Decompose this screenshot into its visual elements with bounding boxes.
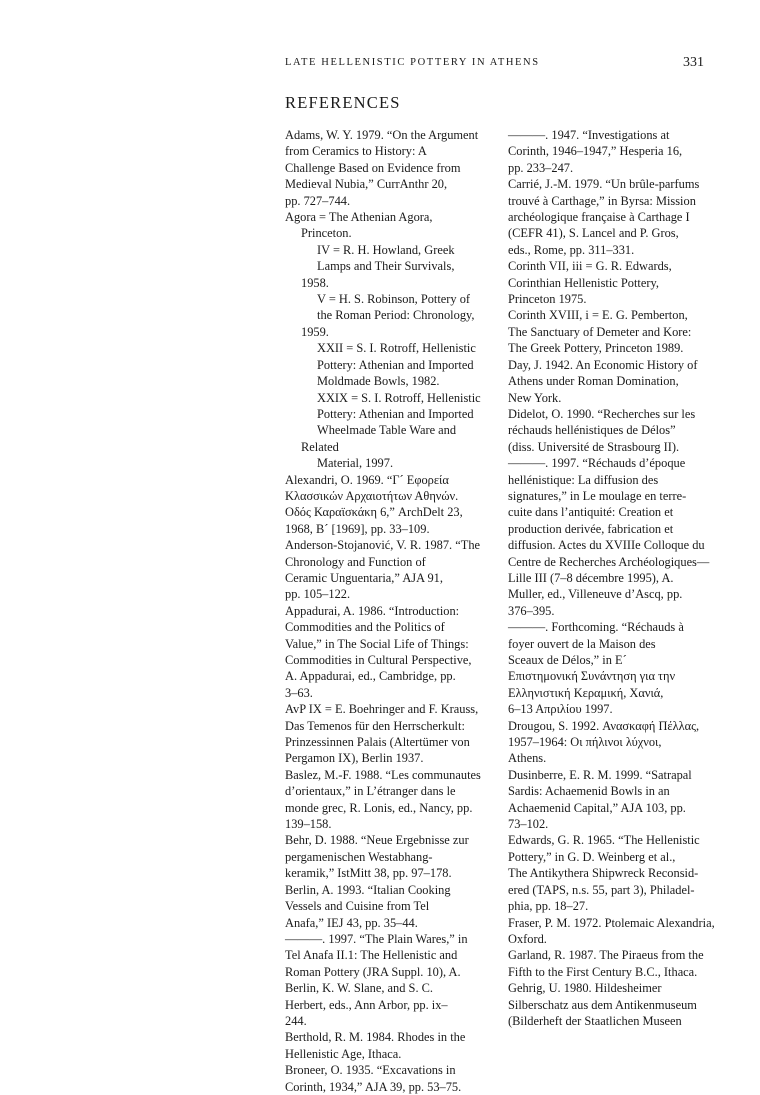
reference-line: 3–63. (285, 685, 313, 700)
reference-line: d’orientaux,” in L’étranger dans le (285, 784, 456, 799)
reference-line: XXII = S. I. Rotroff, Hellenistic (317, 341, 476, 356)
reference-line: Commodities and the Politics of (285, 620, 445, 635)
reference-line: The Greek Pottery, Princeton 1989. (508, 341, 684, 356)
reference-line: Κλασσικών Αρχαιοτήτων Αθηνών. (285, 488, 459, 503)
reference-line: V = H. S. Robinson, Pottery of (317, 292, 471, 307)
reference-line: Roman Pottery (JRA Suppl. 10), A. (285, 964, 461, 979)
references-column-left (285, 127, 485, 1095)
reference-line: Silberschatz aus dem Antikenmuseum (508, 997, 697, 1012)
reference-line: foyer ouvert de la Maison des (508, 636, 656, 651)
reference-line: AvP IX = E. Boehringer and F. Krauss, (285, 702, 479, 717)
reference-line: Sceaux de Délos,” in Ε´ (508, 653, 627, 667)
reference-line: pergamenischen Westabhang- (285, 849, 433, 864)
reference-line: Challenge Based on Evidence from (285, 160, 461, 175)
reference-line: Didelot, O. 1990. “Recherches sur les (508, 406, 696, 421)
reference-entry (285, 390, 485, 472)
reference-entry (285, 340, 485, 389)
reference-line: ———. 1947. “Investigations at (508, 128, 670, 142)
reference-line: (CEFR 41), S. Lancel and P. Gros, (508, 226, 679, 241)
reference-line: Herbert, eds., Ann Arbor, pp. ix– (285, 997, 448, 1012)
reference-line: XXIX = S. I. Rotroff, Hellenistic (317, 390, 481, 405)
reference-line: the Roman Period: Chronology, 1959. (301, 308, 475, 339)
reference-line: Fifth to the First Century B.C., Ithaca. (508, 964, 698, 979)
reference-line: ered (TAPS, n.s. 55, part 3), Philadel- (508, 882, 695, 897)
reference-line: Fraser, P. M. 1972. Ptolemaic Alexandria, (508, 915, 715, 930)
reference-line: pp. 233–247. (508, 160, 574, 175)
reference-line: Pottery: Athenian and Imported (317, 357, 474, 372)
reference-line: Day, J. 1942. An Economic History of (508, 357, 698, 372)
reference-entry (508, 406, 720, 455)
reference-line: The Antikythera Shipwreck Reconsid- (508, 866, 699, 881)
reference-line: Wheelmade Table Ware and Related (301, 423, 457, 454)
section-title: REFERENCES (285, 93, 401, 112)
reference-line: 6–13 Απριλίου 1997. (508, 702, 613, 717)
running-head: LATE HELLENISTIC POTTERY IN ATHENS (285, 57, 540, 68)
reference-line: Medieval Nubia,” CurrAnthr 20, (285, 177, 448, 192)
reference-line: Achaemenid Capital,” AJA 103, pp. (508, 800, 686, 815)
reference-line: Dusinberre, E. R. M. 1999. “Satrapal (508, 767, 692, 782)
reference-entry (285, 603, 485, 701)
reference-line: Moldmade Bowls, 1982. (317, 374, 440, 389)
reference-line: Appadurai, A. 1986. “Introduction: (285, 603, 460, 618)
reference-line: hellénistique: La diffusion des (508, 472, 659, 487)
reference-entry (285, 1062, 485, 1095)
reference-line: Oxford. (508, 931, 547, 946)
reference-line: Commodities in Cultural Perspective, (285, 653, 472, 667)
reference-line: Anafa,” IEJ 43, pp. 35–44. (285, 915, 418, 930)
reference-line: pp. 727–744. (285, 193, 351, 208)
reference-line: production derivée, fabrication et (508, 521, 674, 536)
reference-line: Hellenistic Age, Ithaca. (285, 1046, 402, 1061)
reference-line: Das Temenos für den Herrscherkult: (285, 718, 465, 733)
reference-line: Gehrig, U. 1980. Hildesheimer (508, 981, 662, 996)
reference-line: Agora = The Athenian Agora, Princeton. (285, 210, 433, 241)
reference-line: trouvé à Carthage,” in Byrsa: Mission (508, 193, 696, 208)
reference-line: Alexandri, O. 1969. “Γ´ Εφορεία (285, 472, 449, 487)
reference-line: Material, 1997. (317, 456, 394, 471)
reference-line: IV = R. H. Howland, Greek (317, 242, 455, 257)
reference-line: Επιστημονική Συνάντηση για την (508, 669, 676, 684)
reference-entry (285, 1029, 485, 1062)
reference-line: 244. (285, 1013, 307, 1028)
reference-line: diffusion. Actes du XVIIIe Colloque du (508, 538, 705, 553)
reference-line: Athens. (508, 751, 547, 766)
reference-line: Pergamon IX), Berlin 1937. (285, 751, 424, 766)
reference-entry (285, 931, 485, 1029)
reference-line: Vessels and Cuisine from Tel (285, 899, 430, 914)
reference-line: Οδός Καραϊσκάκη 6,” ArchDelt 23, (285, 505, 463, 520)
reference-line: 1957–1964: Οι πήλινοι λύχνοι, (508, 735, 662, 750)
reference-line: 1968, Β´ [1969], pp. 33–109. (285, 521, 430, 536)
reference-line: Muller, ed., Villeneuve d’Ascq, pp. (508, 587, 683, 602)
reference-line: Garland, R. 1987. The Piraeus from the (508, 948, 704, 963)
reference-line: from Ceramics to History: A (285, 144, 427, 159)
reference-line: monde grec, R. Lonis, ed., Nancy, pp. (285, 800, 473, 815)
reference-entry (508, 947, 720, 980)
reference-line: Ελληνιστική Κεραμική, Χανιά, (508, 685, 664, 700)
reference-line: Berlin, K. W. Slane, and S. C. (285, 981, 433, 996)
reference-line: Carrié, J.-M. 1979. “Un brûle-parfums (508, 177, 700, 192)
reference-line: Baslez, M.-F. 1988. “Les communautes (285, 767, 481, 782)
reference-line: Athens under Roman Domination, (508, 374, 679, 389)
references-column-right (508, 127, 720, 1029)
reference-line: Lille III (7–8 décembre 1995), A. (508, 570, 674, 585)
reference-entry (508, 915, 720, 948)
reference-entry (508, 176, 720, 258)
reference-line: Edwards, G. R. 1965. “The Hellenistic (508, 833, 700, 848)
reference-line: Chronology and Function of (285, 554, 426, 569)
reference-line: archéologique française à Carthage I (508, 210, 690, 225)
reference-line: New York. (508, 390, 562, 405)
reference-entry (508, 127, 720, 176)
reference-line: pp. 105–122. (285, 587, 351, 602)
reference-line: Adams, W. Y. 1979. “On the Argument (285, 128, 479, 142)
reference-line: ———. 1997. “Réchauds d’époque (508, 456, 686, 471)
reference-entry (508, 767, 720, 833)
reference-entry (508, 357, 720, 406)
reference-line: Tel Anafa II.1: The Hellenistic and (285, 948, 458, 963)
reference-line: phia, pp. 18–27. (508, 899, 589, 914)
reference-entry (508, 455, 720, 619)
reference-line: Centre de Recherches Archéologiques— (508, 554, 710, 569)
reference-line: Corinth VII, iii = G. R. Edwards, (508, 259, 672, 274)
reference-line: cuite dans l’antiquité: Creation et (508, 505, 674, 520)
reference-line: ———. 1997. “The Plain Wares,” in (285, 931, 468, 946)
reference-line: Corinth, 1946–1947,” Hesperia 16, (508, 144, 683, 159)
reference-line: A. Appadurai, ed., Cambridge, pp. (285, 669, 456, 684)
reference-line: signatures,” in Le moulage en terre- (508, 488, 687, 503)
reference-line: Corinthian Hellenistic Pottery, (508, 275, 659, 290)
reference-entry (285, 291, 485, 340)
reference-entry (285, 767, 485, 833)
reference-line: (diss. Université de Strasbourg II). (508, 439, 680, 454)
reference-line: Value,” in The Social Life of Things: (285, 636, 469, 651)
reference-entry (508, 832, 720, 914)
reference-entry (285, 209, 485, 242)
reference-line: Anderson-Stojanović, V. R. 1987. “The (285, 538, 481, 553)
reference-line: Drougou, S. 1992. Ανασκαφή Πέλλας, (508, 718, 700, 733)
reference-line: keramik,” IstMitt 38, pp. 97–178. (285, 866, 452, 881)
reference-line: The Sanctuary of Demeter and Kore: (508, 324, 692, 339)
reference-line: Behr, D. 1988. “Neue Ergebnisse zur (285, 833, 469, 848)
reference-line: Berlin, A. 1993. “Italian Cooking (285, 882, 451, 897)
reference-entry (285, 242, 485, 291)
reference-line: Prinzessinnen Palais (Altertümer von (285, 735, 470, 750)
reference-entry (285, 127, 485, 209)
reference-line: (Bilderheft der Staatlichen Museen (508, 1013, 682, 1028)
reference-entry (285, 537, 485, 603)
reference-line: 376–395. (508, 603, 555, 618)
reference-line: Corinth, 1934,” AJA 39, pp. 53–75. (285, 1079, 462, 1094)
reference-entry (285, 882, 485, 931)
reference-line: Corinth XVIII, i = E. G. Pemberton, (508, 308, 688, 323)
reference-line: Pottery,” in G. D. Weinberg et al., (508, 849, 676, 864)
reference-line: 139–158. (285, 817, 332, 832)
reference-entry (285, 701, 485, 767)
reference-line: eds., Rome, pp. 311–331. (508, 242, 635, 257)
reference-entry (508, 619, 720, 717)
reference-line: Pottery: Athenian and Imported (317, 406, 474, 421)
reference-line: 73–102. (508, 817, 549, 832)
reference-line: Berthold, R. M. 1984. Rhodes in the (285, 1030, 466, 1045)
reference-entry (285, 472, 485, 538)
reference-line: Sardis: Achaemenid Bowls in an (508, 784, 670, 799)
reference-line: ———. Forthcoming. “Réchauds à (508, 620, 684, 635)
reference-entry (508, 307, 720, 356)
reference-line: Princeton 1975. (508, 292, 587, 307)
reference-entry (508, 258, 720, 307)
page-number: 331 (683, 55, 704, 70)
reference-line: réchauds hellénistiques de Délos” (508, 423, 676, 438)
reference-entry (508, 980, 720, 1029)
reference-entry (285, 832, 485, 881)
reference-line: Lamps and Their Survivals, 1958. (301, 259, 455, 290)
reference-entry (508, 718, 720, 767)
reference-line: Broneer, O. 1935. “Excavations in (285, 1063, 456, 1078)
reference-line: Ceramic Unguentaria,” AJA 91, (285, 570, 443, 585)
